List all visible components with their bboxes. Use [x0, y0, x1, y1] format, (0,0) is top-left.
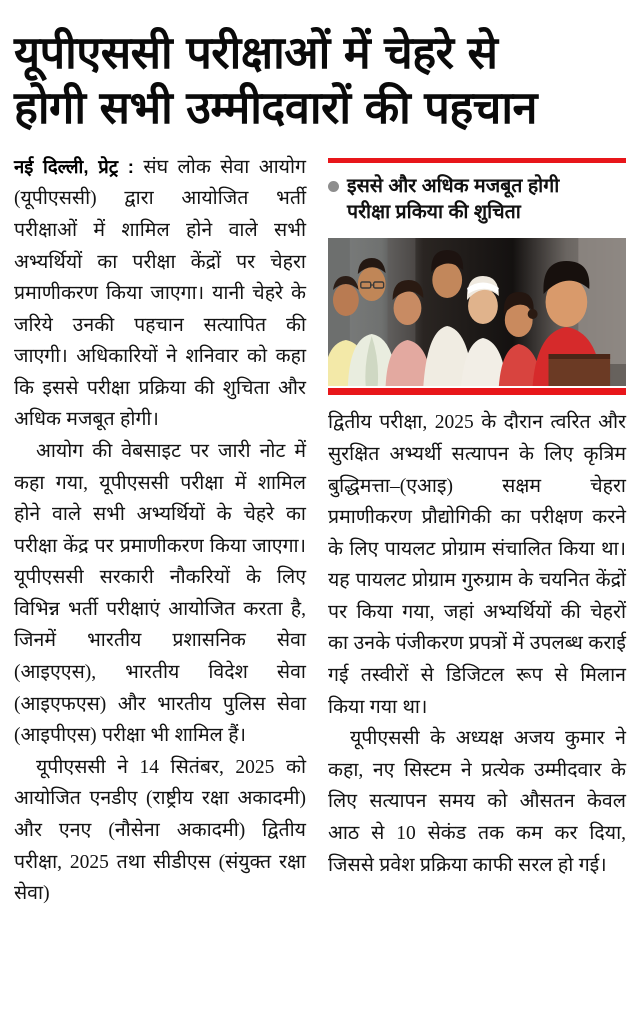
bullet-icon [328, 181, 339, 192]
right-column [328, 152, 626, 881]
left-column [14, 152, 314, 910]
kicker-subhead [328, 173, 626, 226]
kicker-text [347, 173, 559, 226]
lead-paragraph-text: संघ लोक सेवा आयोग (यूपीएससी) द्वारा आयोजित भर्ती परीक्षाओं में शामिल होने वाले सभी अभ्यर्थियों का परीक्षा केंद्रों पर चेहरा प्रमाणीकरण किया जाएगा। यानी चेहरे के जरिये उनकी पहचान सत्यापित की जाएगी। अधिकारियों ने शनिवार को कहा कि इससे परीक्षा प्रक्रिया की शुचिता और अधिक मजबूत होगी। [14, 156, 307, 431]
paragraph: द्वितीय परीक्षा, 2025 के दौरान त्वरित और सुरक्षित अभ्यर्थी सत्यापन के लिए कृत्रिम बुद्धिमत्ता–(एआइ) सक्षम चेहरा प्रमाणीकरण प्रौद्योगिकी का परीक्षण करने के लिए पायलट प्रोग्राम संचालित किया था। यह पायलट प्रोग्राम गुरुग्राम के चयनित केंद्रों पर किया गया, जहां अभ्यर्थियों की चेहरों का उनके पंजीकरण प्रपत्रों में उपलब्ध कराई गई तस्वीरों से डिजिटल रूप से मिलान किया गया था। [328, 412, 626, 718]
paragraph: यूपीएससी ने 14 सितंबर, 2025 को आयोजित एनडीए (राष्ट्रीय रक्षा अकादमी) और एनए (नौसेना अकादमी) द्वितीय परीक्षा, 2025 तथा सीडीएस (संयुक्त रक्षा सेवा) [14, 756, 306, 905]
dateline: नई दिल्ली, प्रेट्र : [14, 155, 134, 177]
kicker-line-2: परीक्षा प्रकिया की शुचिता [347, 201, 521, 224]
kicker-line-1: इससे और अधिक मजबूत होगी [347, 174, 560, 197]
red-divider-rule [328, 158, 626, 163]
article-photo-container [328, 238, 626, 395]
headline-line-2: होगी सभी उम्मीदवारों की पहचान [14, 81, 537, 133]
students-group-photo [328, 238, 626, 386]
paragraph: आयोग की वेबसाइट पर जारी नोट में कहा गया, यूपीएससी परीक्षा में शामिल होने वाले सभी अभ्यर्थियों के चेहरे का परीक्षा केंद्र पर प्रमाणीकरण किया जाएगा। यूपीएससी सरकारी नौकरियों के लिए विभिन्न भर्ती परीक्षाएं आयोजित करता है, जिनमें भारतीय प्रशासनिक सेवा (आइएएस), भारतीय विदेश सेवा (आइएफएस) और भारतीय पुलिस सेवा (आइपीएस) परीक्षा भी शामिल हैं। [14, 440, 306, 747]
lead-paragraph [14, 152, 306, 436]
page-title [14, 0, 626, 136]
article-body [14, 152, 626, 910]
right-column-text [328, 407, 626, 881]
headline-line-1: यूपीएससी परीक्षाओं में चेहरे से [14, 27, 498, 78]
paragraph: यूपीएससी के अध्यक्ष अजय कुमार ने कहा, नए सिस्टम ने प्रत्येक उम्मीदवार के लिए सत्यापन समय को औसतन केवल आठ से 10 सेकंड तक कम कर दिया, जिससे प्रवेश प्रक्रिया काफी सरल हो गई। [328, 728, 626, 876]
photo-red-bar [328, 388, 626, 395]
